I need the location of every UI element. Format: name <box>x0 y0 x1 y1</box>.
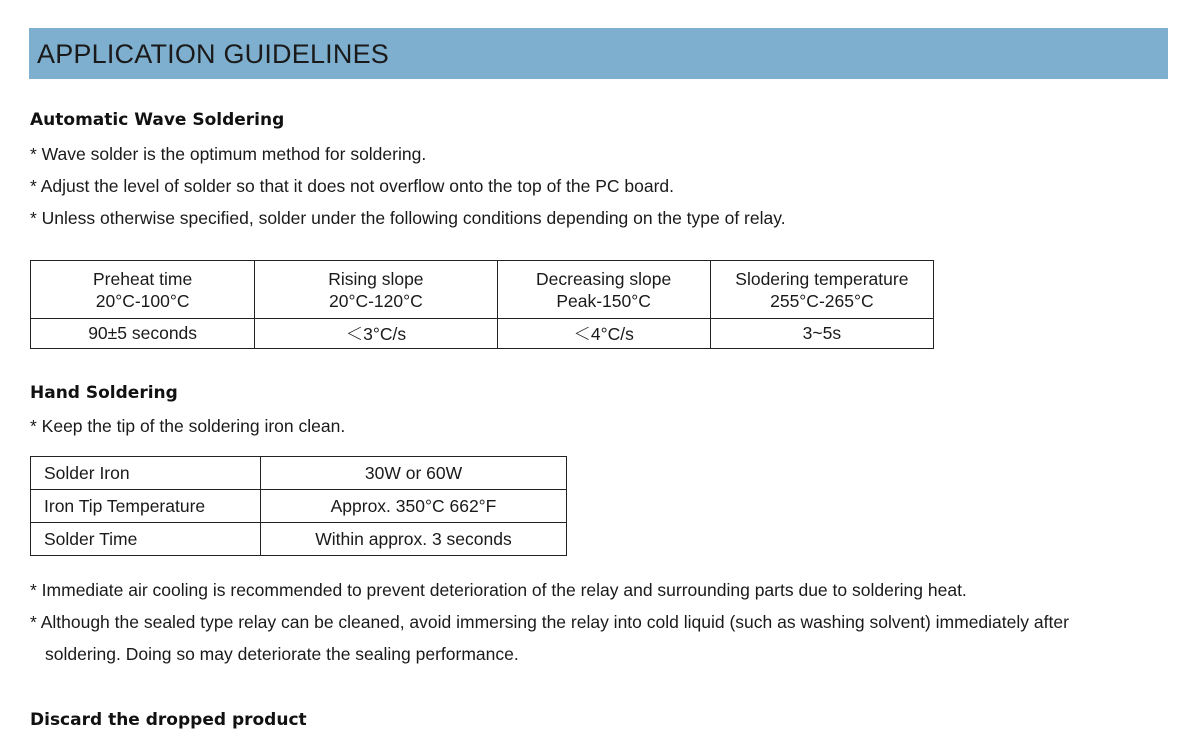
heading-hand-soldering: Hand Soldering <box>30 383 178 403</box>
table-row <box>31 457 567 490</box>
hand-bullet-1: * Keep the tip of the soldering iron clean. <box>30 416 346 436</box>
header-soldering-temperature: Slodering temperature 255°C-265°C <box>710 261 933 319</box>
wave-bullet-2: * Adjust the level of solder so that it does not overflow onto the top of the PC board. <box>30 176 675 196</box>
header-decreasing-slope: Decreasing slope Peak-150°C <box>497 261 710 319</box>
table-row <box>31 319 934 349</box>
row-key: Iron Tip Temperature <box>31 490 261 523</box>
row-value: Approx. 350°C 662°F <box>261 490 567 523</box>
note-cleaning-continued: soldering. Doing so may deteriorate the sealing performance. <box>45 644 519 664</box>
wave-soldering-table <box>30 260 934 349</box>
heading-wave-soldering: Automatic Wave Soldering <box>30 110 285 130</box>
table-header-row <box>31 261 934 319</box>
value-decreasing-slope: ＜4°C/s <box>497 319 710 349</box>
note-air-cooling: * Immediate air cooling is recommended to prevent deterioration of the relay and surrounding parts due to soldering heat. <box>30 580 967 600</box>
wave-bullet-3: * Unless otherwise specified, solder under the following conditions depending on the type of relay. <box>30 208 786 228</box>
value-soldering-temperature: 3~5s <box>710 319 933 349</box>
header-preheat: Preheat time 20°C-100°C <box>31 261 255 319</box>
row-value: 30W or 60W <box>261 457 567 490</box>
section-banner <box>29 28 1168 79</box>
value-rising-slope: ＜3°C/s <box>255 319 497 349</box>
heading-discard-dropped: Discard the dropped product <box>30 710 307 730</box>
table-row <box>31 490 567 523</box>
section-title: APPLICATION GUIDELINES <box>37 39 389 69</box>
value-preheat: 90±5 seconds <box>31 319 255 349</box>
row-key: Solder Time <box>31 523 261 556</box>
row-value: Within approx. 3 seconds <box>261 523 567 556</box>
note-cleaning: * Although the sealed type relay can be cleaned, avoid immersing the relay into cold liquid (such as washing solvent) immediately after <box>30 612 1069 632</box>
header-rising-slope: Rising slope 20°C-120°C <box>255 261 497 319</box>
hand-soldering-table <box>30 456 567 556</box>
table-row <box>31 523 567 556</box>
row-key: Solder Iron <box>31 457 261 490</box>
wave-bullet-1: * Wave solder is the optimum method for soldering. <box>30 144 427 164</box>
